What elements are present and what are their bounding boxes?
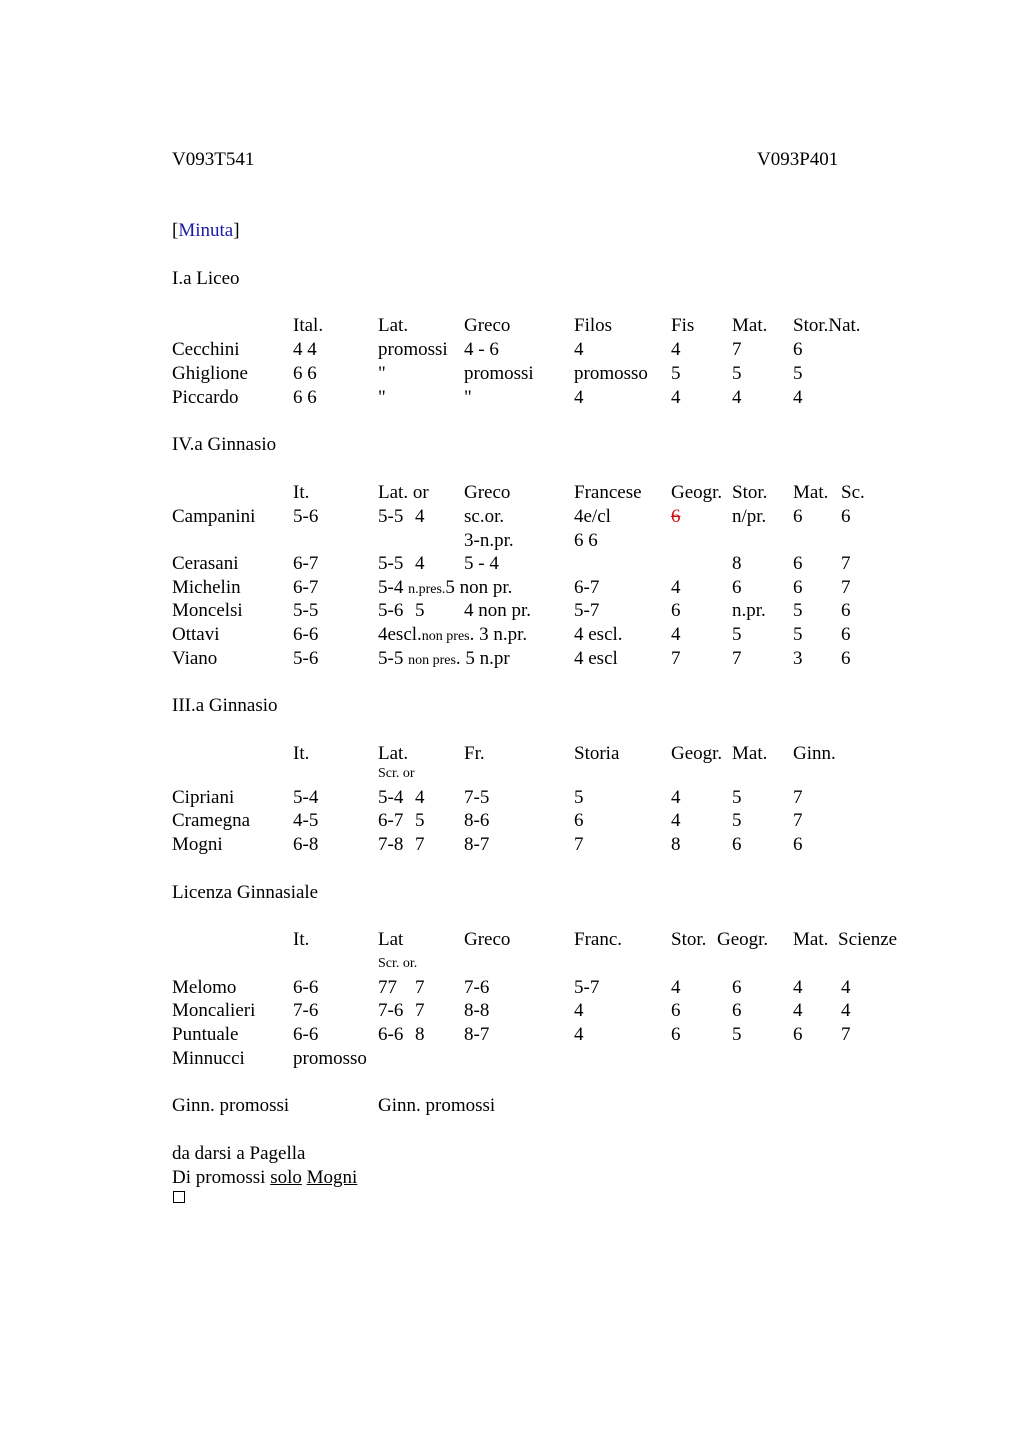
grade-cell <box>378 578 512 597</box>
grade-cell: promossi <box>464 363 534 384</box>
grade-cell: 4 4 <box>293 339 317 360</box>
grade-cell: 6 <box>841 624 851 645</box>
col-header: Filos <box>574 315 613 336</box>
grade-cell: 8-8 <box>464 1000 490 1021</box>
grade-cell: 6-6 <box>293 1024 319 1045</box>
grade-cell: 6-6 <box>293 624 319 645</box>
grade-cell: 4 <box>574 1024 584 1045</box>
lat-note: non pres <box>421 629 470 644</box>
grade-cell: 5 <box>732 787 742 808</box>
grade-cell: 4 <box>415 506 425 527</box>
student-name: Cipriani <box>172 787 235 808</box>
col-header: Greco <box>464 315 511 336</box>
grade-cell: 6 <box>793 1024 803 1045</box>
grade-cell: 4 <box>415 787 425 808</box>
grade-cell: 6 <box>671 600 681 621</box>
grade-cell: 8-6 <box>464 810 490 831</box>
checkbox-icon <box>173 1191 185 1203</box>
grade-cell: 5 <box>415 810 425 831</box>
student-name: Ghiglione <box>172 363 248 384</box>
grade-cell: 5-6 <box>293 506 319 527</box>
grade-cell: 7 <box>793 810 803 831</box>
grade-cell: 7 <box>732 339 742 360</box>
grade-cell: 5 <box>732 624 742 645</box>
grade-cell: 5-5 <box>293 600 319 621</box>
bracket-open: [ <box>172 220 179 241</box>
lat-grade: 4escl. <box>378 624 422 645</box>
lat-note: non pres <box>408 653 456 668</box>
grade-cell: 7-6 <box>464 977 490 998</box>
grade-cell: 6 <box>671 1000 681 1021</box>
col-header: Sc. <box>841 482 865 503</box>
grade-cell: sc.or. <box>464 506 505 527</box>
grade-cell: 6-8 <box>293 834 319 855</box>
grade-cell: " <box>378 363 386 384</box>
col-header: Ital. <box>293 315 324 336</box>
student-name: Campanini <box>172 506 256 527</box>
grade-cell: 5-4 <box>378 787 404 808</box>
grade-cell: 6 6 <box>293 363 317 384</box>
lat-note: n.pres. <box>408 582 446 597</box>
grade-cell: 5-5 <box>378 553 404 574</box>
col-header: Fis <box>671 315 695 336</box>
grade-cell: 4 <box>671 577 681 598</box>
grade-cell: 5 <box>574 787 584 808</box>
pagella-note: da darsi a Pagella <box>172 1143 306 1164</box>
col-header: Mat. <box>732 315 768 336</box>
minuta-label: Minuta <box>178 220 234 241</box>
grade-cell: 6 6 <box>574 530 598 551</box>
student-name: Cramegna <box>172 810 251 831</box>
col-header: Scienze <box>838 929 898 950</box>
grade-cell: 4 <box>793 387 803 408</box>
grade-cell: 5-4 <box>293 787 319 808</box>
doc-code-right: V093P401 <box>757 149 839 170</box>
grade-cell: 4 escl <box>574 648 618 669</box>
col-header: Lat <box>378 929 404 950</box>
grade-cell: 7 <box>732 648 742 669</box>
student-name: Viano <box>172 648 218 669</box>
col-header: Geogr. <box>671 743 723 764</box>
grade-cell: 5 <box>793 600 803 621</box>
grade-cell: " <box>464 387 472 408</box>
grade-cell: 6-7 <box>293 577 319 598</box>
grade-cell: 8 <box>415 1024 425 1045</box>
col-header: It. <box>293 482 310 503</box>
student-name: Melomo <box>172 977 237 998</box>
grade-cell: 6 <box>841 648 851 669</box>
grade-cell: 7 <box>415 1000 425 1021</box>
grade-cell: 6 <box>841 506 851 527</box>
grade-cell: 4 escl. <box>574 624 623 645</box>
grade-cell: 7-5 <box>464 787 490 808</box>
grade-cell: 5 <box>671 363 681 384</box>
grade-cell: 5 <box>793 363 803 384</box>
grade-cell: 7 <box>841 553 851 574</box>
underlined-solo: solo <box>270 1167 302 1188</box>
grade-cell: 6 6 <box>293 387 317 408</box>
grade-cell: 5-6 <box>293 648 319 669</box>
grade-cell: 4 <box>574 339 584 360</box>
sub-header: Scr. or <box>378 766 415 781</box>
grade-cell: 4 <box>732 387 742 408</box>
lat-grade: 5-5 <box>378 648 404 669</box>
student-name: Ottavi <box>172 624 220 645</box>
col-header: Fr. <box>464 743 485 764</box>
grade-cell: 7 <box>415 834 425 855</box>
student-name: Piccardo <box>172 387 239 408</box>
grade-cell: 4 <box>415 553 425 574</box>
grade-cell: 4 <box>671 977 681 998</box>
grade-cell: 4 <box>793 977 803 998</box>
student-name: Moncalieri <box>172 1000 256 1021</box>
grade-cell: 7 <box>841 1024 851 1045</box>
col-header: Geogr. <box>671 482 723 503</box>
grade-cell: " <box>378 387 386 408</box>
grade-cell: 4 <box>841 1000 851 1021</box>
promossi-note-right: Ginn. promossi <box>378 1095 496 1116</box>
grade-cell: 5 <box>732 1024 742 1045</box>
grade-cell: 6 <box>793 339 803 360</box>
grade-cell: 7 <box>574 834 584 855</box>
student-name: Puntuale <box>172 1024 239 1045</box>
grade-cell: 6-7 <box>293 553 319 574</box>
student-name: Minnucci <box>172 1048 245 1069</box>
grade-cell: 5 <box>732 363 742 384</box>
grade-cell: 5 <box>793 624 803 645</box>
grade-cell: 4 <box>671 810 681 831</box>
doc-code-left: V093T541 <box>172 149 255 170</box>
col-header: Francese <box>574 482 642 503</box>
grade-cell: 4e/cl <box>574 506 611 527</box>
col-header: Greco <box>464 929 511 950</box>
col-header: Ginn. <box>793 743 836 764</box>
underlined-mogni: Mogni <box>306 1167 358 1188</box>
student-name: Michelin <box>172 577 241 598</box>
struck-grade: 6 <box>671 506 681 527</box>
grade-cell: 4 <box>671 339 681 360</box>
grade-cell <box>378 649 510 668</box>
lat-tail: . 5 n.pr <box>455 648 510 669</box>
sub-header: Scr. or. <box>378 956 418 971</box>
grade-cell: 6 <box>732 977 742 998</box>
grade-cell: 4 <box>671 387 681 408</box>
col-header: It. <box>293 743 310 764</box>
grade-cell: 7 <box>841 577 851 598</box>
col-header: It. <box>293 929 310 950</box>
grade-cell: 6 <box>793 553 803 574</box>
col-header: Lat. <box>378 743 409 764</box>
grade-cell: 4 <box>574 387 584 408</box>
col-header: Mat. <box>793 482 829 503</box>
col-header: Mat. <box>732 743 768 764</box>
grade-cell: n/pr. <box>732 506 767 527</box>
grade-cell: promosso <box>293 1048 367 1069</box>
grade-cell: 5 <box>415 600 425 621</box>
col-header: Geogr. <box>717 929 769 950</box>
grade-cell: 6 <box>732 1000 742 1021</box>
grade-cell: 7-8 <box>378 834 404 855</box>
grade-cell: 6 <box>793 577 803 598</box>
grade-cell: 7 <box>415 977 425 998</box>
grade-cell: 7 <box>793 787 803 808</box>
grade-cell: 7-6 <box>293 1000 319 1021</box>
grade-cell: 7 <box>671 648 681 669</box>
grade-cell <box>378 625 527 644</box>
grade-cell: 7-6 <box>378 1000 404 1021</box>
grade-cell: 5 <box>732 810 742 831</box>
student-name: Mogni <box>172 834 223 855</box>
grade-cell: 6-6 <box>293 977 319 998</box>
section-title: I.a Liceo <box>172 268 240 289</box>
grade-cell: 3-n.pr. <box>464 530 514 551</box>
col-header: Stor. <box>732 482 768 503</box>
grade-cell: 4 <box>671 624 681 645</box>
col-header: Stor. <box>671 929 707 950</box>
grade-cell: 8-7 <box>464 1024 490 1045</box>
col-header: Lat. or <box>378 482 429 503</box>
col-header: Greco <box>464 482 511 503</box>
student-name: Cerasani <box>172 553 239 574</box>
col-header: Mat. <box>793 929 829 950</box>
col-header: Storia <box>574 743 620 764</box>
col-header: Lat. <box>378 315 409 336</box>
grade-cell: 6 <box>841 600 851 621</box>
grade-cell: 6-7 <box>378 810 404 831</box>
student-name: Cecchini <box>172 339 240 360</box>
grade-cell: 77 <box>378 977 397 998</box>
note-prefix: Di promossi <box>172 1167 266 1188</box>
col-header: Stor.Nat. <box>793 315 861 336</box>
promossi-mogni-note <box>172 1168 357 1187</box>
grade-cell: 4 non pr. <box>464 600 532 621</box>
lat-tail: . 3 n.pr. <box>469 624 528 645</box>
grade-cell: 6 <box>574 810 584 831</box>
lat-grade: 5-4 <box>378 577 404 598</box>
grade-cell: 6-7 <box>574 577 600 598</box>
grade-cell: 4 <box>841 977 851 998</box>
grade-cell: 4 <box>671 787 681 808</box>
section-title: Licenza Ginnasiale <box>172 882 319 903</box>
grade-cell: promossi <box>378 339 448 360</box>
section-title: III.a Ginnasio <box>172 695 278 716</box>
grade-cell: 4 <box>574 1000 584 1021</box>
grade-cell: n.pr. <box>732 600 766 621</box>
grade-cell: 4 <box>793 1000 803 1021</box>
grade-cell: 4-5 <box>293 810 319 831</box>
grade-cell: 6 <box>671 1024 681 1045</box>
grade-cell: 6 <box>732 834 742 855</box>
section-title: IV.a Ginnasio <box>172 434 277 455</box>
grade-cell: 6 <box>793 506 803 527</box>
promossi-note-left: Ginn. promossi <box>172 1095 290 1116</box>
col-header: Franc. <box>574 929 623 950</box>
minuta-note <box>172 221 240 240</box>
grade-cell: 5-7 <box>574 600 600 621</box>
bracket-close: ] <box>233 220 240 241</box>
student-name: Moncelsi <box>172 600 243 621</box>
grade-cell: 6 <box>732 577 742 598</box>
grade-cell: 4 - 6 <box>464 339 499 360</box>
grade-cell: 8-7 <box>464 834 490 855</box>
grade-cell: 3 <box>793 648 803 669</box>
grade-cell: 5-7 <box>574 977 600 998</box>
grade-cell: 6-6 <box>378 1024 404 1045</box>
grade-cell: 6 <box>793 834 803 855</box>
lat-tail: 5 non pr. <box>445 577 513 598</box>
grade-cell: 5 - 4 <box>464 553 499 574</box>
grade-cell: 5-6 <box>378 600 404 621</box>
grade-cell: promosso <box>574 363 648 384</box>
grade-cell: 8 <box>671 834 681 855</box>
grade-cell: 5-5 <box>378 506 404 527</box>
grade-cell: 8 <box>732 553 742 574</box>
